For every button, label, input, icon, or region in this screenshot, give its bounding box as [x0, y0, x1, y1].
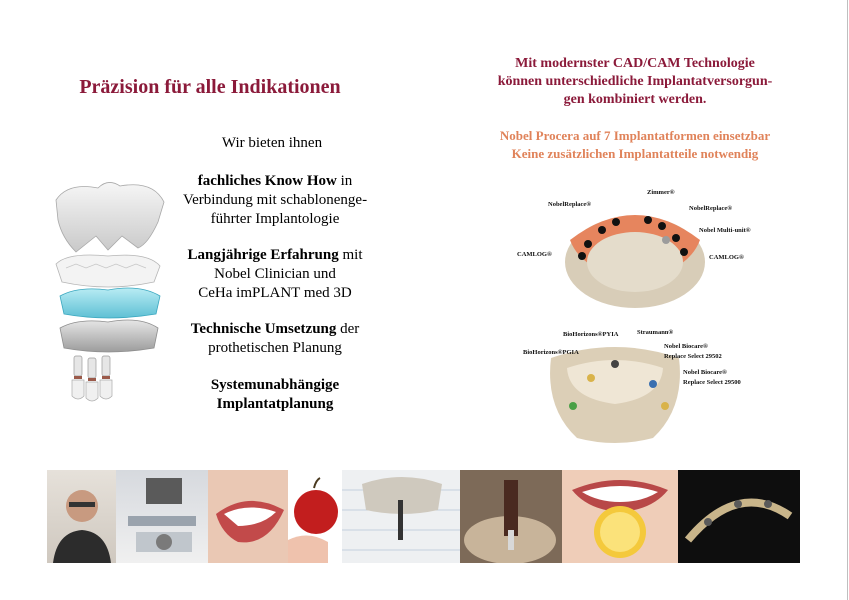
- implant-guide-photo: [342, 470, 460, 563]
- service-block-experience: [160, 246, 390, 303]
- label-camlog-left: CAMLOG®: [517, 251, 552, 258]
- block-bold: Langjährige Erfahrung: [187, 247, 339, 263]
- label-nobel-biocare-1: Nobel Biocare®: [664, 343, 708, 350]
- upper-jaw-diagram: [560, 200, 710, 310]
- drilling-photo: [460, 470, 562, 563]
- block-line: prothetischen Planung: [208, 340, 342, 356]
- label-straumann: Straumann®: [637, 329, 674, 336]
- dental-scanner-photo: [116, 470, 208, 563]
- block-rest: der: [336, 321, 360, 337]
- subheading-line: Nobel Procera auf 7 Implantatformen einsetzbar: [499, 128, 771, 143]
- block-rest: in: [336, 173, 353, 189]
- lemon-bite-photo: [562, 470, 678, 563]
- label-camlog-right: CAMLOG®: [709, 254, 744, 261]
- label-nobelreplace-right: NobelReplace®: [689, 205, 733, 212]
- service-block-independent: [160, 376, 390, 414]
- block-bold: Technische Umsetzung: [190, 321, 337, 337]
- label-replace-29500: Replace Select 29500: [683, 379, 741, 386]
- intro-text: Wir bieten ihnen: [221, 135, 323, 151]
- block-line: Verbindung mit schablonenge-: [182, 192, 368, 208]
- page-border: [847, 0, 848, 600]
- service-block-knowhow: [160, 172, 390, 229]
- label-nobel-biocare-2: Nobel Biocare®: [683, 369, 727, 376]
- label-biohorizons-pyia: BioHorizons®PYIA: [563, 331, 619, 338]
- subheading-line: Keine zusätzlichen Implantatteile notwendig: [511, 146, 759, 161]
- block-bold: Implantatplanung: [216, 396, 334, 412]
- procera-subheading: [455, 127, 815, 163]
- heading-line: Mit modernster CAD/CAM Technologie: [515, 56, 755, 71]
- label-zimmer: Zimmer®: [647, 189, 675, 196]
- bridge-framework-photo: [678, 470, 800, 563]
- label-biohorizons-pgia: BioHorizons®PGIA: [523, 349, 579, 356]
- service-block-technical: [160, 320, 390, 358]
- cadcam-heading: [455, 55, 815, 109]
- label-nobel-multiunit: Nobel Multi-unit®: [699, 227, 751, 234]
- block-line: Nobel Clinician und: [214, 266, 336, 282]
- heading-line: können unterschiedliche Implantatversorgun-: [497, 74, 773, 89]
- dental-models-illustration: [48, 178, 168, 403]
- label-nobelreplace-left: NobelReplace®: [548, 201, 592, 208]
- block-bold: Systemunabhängige: [210, 377, 340, 393]
- apple-photo: [288, 470, 342, 563]
- block-bold: fachliches Know How: [197, 173, 337, 189]
- portrait-photo: [47, 470, 116, 563]
- block-line: CeHa imPLANT med 3D: [198, 285, 352, 301]
- page-title: Präzision für alle Indikationen: [79, 76, 341, 98]
- block-line: führter Implantologie: [210, 211, 340, 227]
- block-rest: mit: [338, 247, 363, 263]
- label-replace-29502: Replace Select 29502: [664, 353, 722, 360]
- smile-photo: [208, 470, 288, 563]
- heading-line: gen kombiniert werden.: [563, 92, 707, 107]
